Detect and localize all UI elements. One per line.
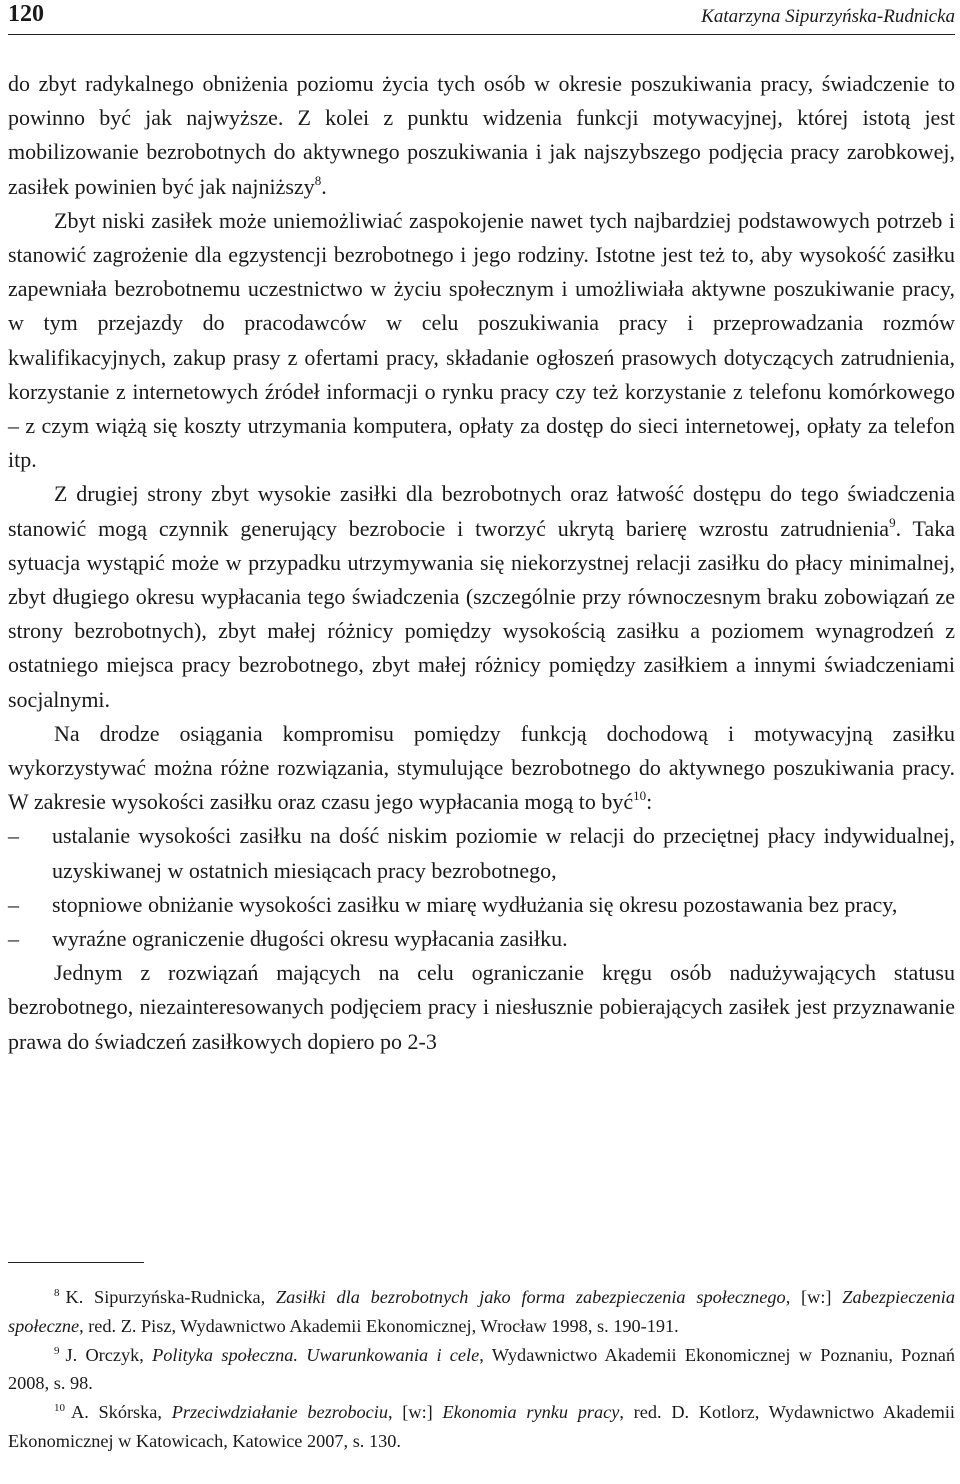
footnote-10: $^{10}$ A. Skórska, Przeciwdziałanie bezrobociu, [w:] Ekonomia rynku pracy, red. D. Kotlorz, Wydawnictwo Akademii Ekonomicznej w Katowicach, Katowice 2007, s. 130. <box>8 1402 956 1451</box>
footnotes <box>8 1283 955 1456</box>
dash-bullet: – <box>8 823 19 849</box>
dash-bullet: – <box>8 891 19 917</box>
footnote-9: $^9$ J. Orczyk, Polityka społeczna. Uwarunkowania i cele, Wydawnictwo Akademii Ekonomicznej w Poznaniu, Poznań 2008, s. 98. <box>8 1344 955 1394</box>
list-item: – wyraźne ograniczenie długości okresu wypłacania zasiłku. <box>8 922 955 956</box>
footnote-8: $^8$ K. Sipurzyńska-Rudnicka, Zasiłki dla bezrobotnych jako forma zabezpieczenia społecznego, [w:] Zabezpieczenia społeczne, red. Z. Pisz, Wydawnictwo Akademii Ekonomicznej, Wrocław 1998, s. 190-191. <box>8 1287 955 1336</box>
footnote-divider <box>8 1262 144 1263</box>
footnote-ref-10: 10 <box>633 788 647 804</box>
page-header <box>8 0 955 35</box>
paragraph-3: Z drugiej strony zbyt wysokie zasiłki dla bezrobotnych oraz łatwość dostępu do tego świadczenia stanowić mogą czynnik generujący bezrobocie i tworzyć ukrytą barierę wzrostu zatrudnienia$^9$. Taka sytuacja wystąpić może w przypadku utrzymywania się niekorzystnej relacji zasiłku do płacy minimalnej, zbyt długiego okresu wypłacania tego świadczenia (szczególnie przy równoczesnym braku zobowiązań ze strony bezrobotnych), zbyt małej różnicy pomiędzy wysokością zasiłku a poziomem wynagrodzeń z ostatniego miejsca pracy bezrobotnego, zbyt małej różnicy pomiędzy zasiłkiem a innymi świadczeniami socjalnymi. <box>8 481 955 712</box>
paragraph-2: Zbyt niski zasiłek może uniemożliwiać zaspokojenie nawet tych najbardziej podstawowych potrzeb i stanowić zagrożenie dla egzystencji bezrobotnego i jego rodziny. Istotne jest też to, aby wysokość zasiłku zapewniała bezrobotnemu uczestnictwo w życiu społecznym i umożliwiała aktywne poszukiwanie pracy, w tym przejazdy do pracodawców w celu poszukiwania pracy i przeprowadzania rozmów kwalifikacyjnych, zakup prasy z ofertami pracy, składanie ogłoszeń prasowych dotyczących zatrudnienia, korzystanie z internetowych źródeł informacji o rynku pracy czy też korzystanie z telefonu komórkowego – z czym wiążą się koszty utrzymania komputera, opłaty za dostęp do sieci internetowej, opłaty za telefon itp. <box>8 207 955 473</box>
paragraph-1: do zbyt radykalnego obniżenia poziomu życia tych osób w okresie poszukiwania pracy, świadczenie to powinno być jak najwyższe. Z kolei z punktu widzenia funkcji motywacyjnej, której istotą jest mobilizowanie bezrobotnych do aktywnego poszukiwania i jak najszybszego podjęcia pracy zarobkowej, zasiłek powinien być jak najniższy$^8$. <box>8 71 955 199</box>
dash-bullet: – <box>8 926 19 952</box>
list-item: – ustalanie wysokości zasiłku na dość niskim poziomie w relacji do przeciętnej płacy indywidualnej, uzyskiwanej w ostatnich miesiącach pracy bezrobotnego, <box>8 819 955 887</box>
page-number: 120 <box>8 1 44 27</box>
paragraph-4: Na drodze osiągania kompromisu pomiędzy funkcją dochodową i motywacyjną zasiłku wykorzystywać można różne rozwiązania, stymulujące bezrobotnego do aktywnego poszukiwania pracy. W zakresie wysokości zasiłku oraz czasu jego wypłacania mogą to być$^{10}$: <box>8 720 955 815</box>
footnote-ref-8: 8 <box>314 172 322 188</box>
list-item: – stopniowe obniżanie wysokości zasiłku w miarę wydłużania się okresu pozostawania bez pracy, <box>8 888 955 922</box>
footnote-ref-9: 9 <box>889 514 896 530</box>
dash-list <box>8 819 955 956</box>
body-text <box>8 67 955 1059</box>
paragraph-5: Jednym z rozwiązań mających na celu ograniczanie kręgu osób nadużywających statusu bezrobotnego, niezainteresowanych podjęciem pracy i niesłusznie pobierających zasiłek jest przyznawanie prawa do świadczeń zasiłkowych dopiero po 2-3 <box>8 960 955 1054</box>
running-head-author: Katarzyna Sipurzyńska-Rudnicka <box>701 6 955 27</box>
